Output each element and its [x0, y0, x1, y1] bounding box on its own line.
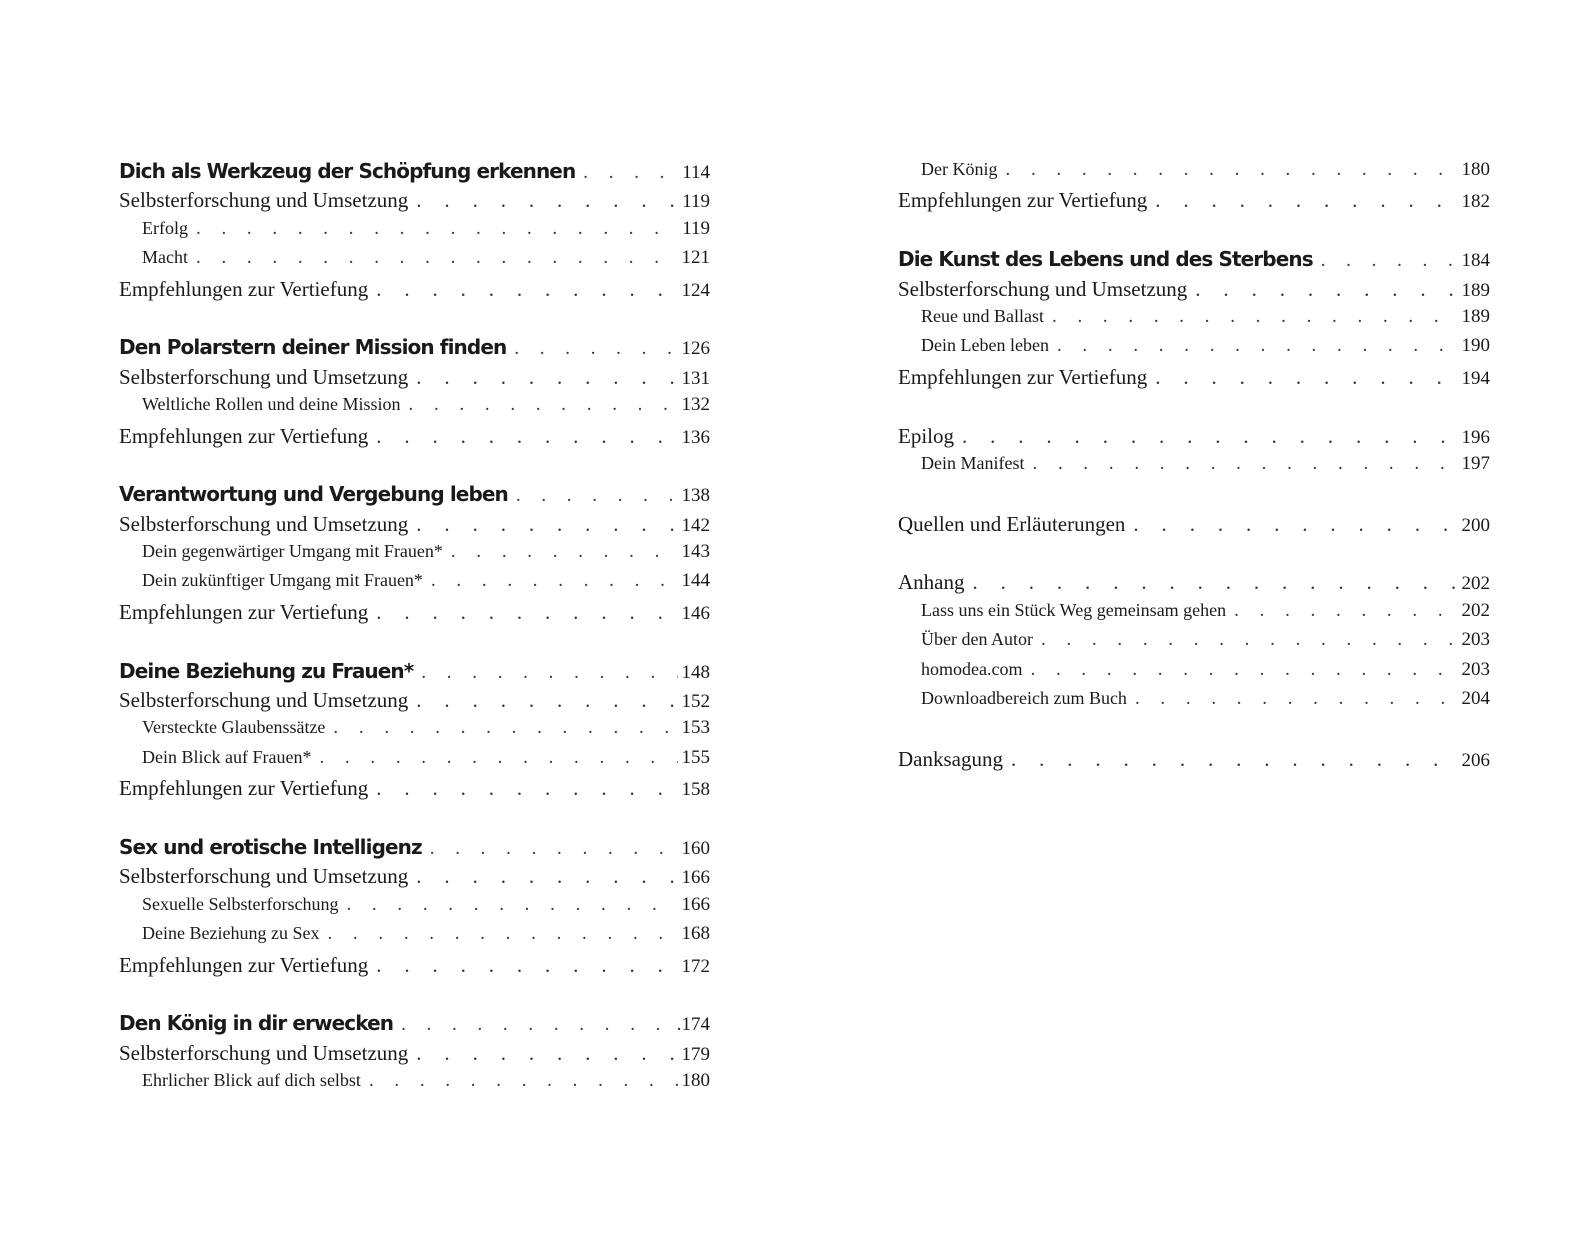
dot-leader	[196, 218, 678, 240]
toc-section-entry[interactable]	[119, 864, 710, 893]
toc-page-number: 166	[681, 893, 710, 915]
toc-entry-title: Empfehlungen zur Vertiefung	[119, 776, 369, 801]
toc-section-entry[interactable]	[898, 512, 1490, 541]
toc-entry-title: Weltliche Rollen und deine Mission	[142, 394, 401, 415]
toc-entry-title: Der König	[921, 159, 998, 179]
toc-subsection-entry[interactable]	[119, 570, 710, 599]
toc-page-number: 194	[1461, 367, 1490, 389]
toc-chapter-entry[interactable]	[119, 1011, 710, 1040]
toc-entry-title: Selbsterforschung und Umsetzung	[119, 688, 409, 713]
toc-subsection-entry[interactable]	[898, 629, 1490, 658]
toc-page-number: 158	[681, 779, 710, 801]
toc-entry-title: Den Polarstern deiner Mission finden	[119, 335, 507, 360]
toc-chapter-entry[interactable]	[898, 247, 1490, 276]
toc-entry-title: Anhang	[898, 570, 965, 595]
dot-leader	[583, 162, 678, 184]
toc-entry-title: Dein Manifest	[921, 452, 1025, 473]
toc-right-column	[898, 159, 1490, 776]
toc-page-number: 203	[1461, 629, 1490, 651]
toc-entry-title: Erfolg	[142, 217, 188, 238]
dot-leader	[1133, 512, 1457, 537]
toc-page-number: 203	[1461, 658, 1490, 680]
toc-entry-title: Dein Leben leben	[921, 335, 1049, 356]
toc-subsection-entry[interactable]	[119, 717, 710, 746]
toc-subsection-entry[interactable]	[119, 394, 710, 423]
group-spacer	[119, 982, 710, 1011]
group-spacer	[119, 306, 710, 335]
toc-left-column	[119, 159, 710, 1100]
dot-leader	[1155, 188, 1457, 213]
toc-entry-title: Verantwortung und Vergebung leben	[119, 482, 508, 507]
toc-section-entry[interactable]	[898, 747, 1490, 776]
toc-entry-title: Dein gegenwärtiger Umgang mit Frauen*	[142, 541, 443, 562]
dot-leader	[319, 747, 677, 769]
toc-section-entry[interactable]	[119, 277, 710, 306]
dot-leader	[416, 512, 677, 537]
toc-chapter-entry[interactable]	[119, 835, 710, 864]
toc-entry-title: Empfehlungen zur Vertiefung	[119, 599, 369, 624]
toc-section-entry[interactable]	[119, 1041, 710, 1070]
toc-page-number: 168	[681, 923, 710, 945]
toc-subsection-entry[interactable]	[119, 541, 710, 570]
toc-subsection-entry[interactable]	[119, 747, 710, 776]
toc-page-number: 148	[681, 661, 710, 683]
toc-page-number: 124	[681, 279, 710, 301]
toc-subsection-entry[interactable]	[898, 600, 1490, 629]
toc-page-number: 152	[681, 691, 710, 713]
toc-subsection-entry[interactable]	[898, 335, 1490, 364]
toc-page-number: 204	[1461, 688, 1490, 710]
dot-leader	[409, 394, 678, 416]
toc-subsection-entry[interactable]	[898, 159, 1490, 188]
toc-entry-title: Sex und erotische Intelligenz	[119, 834, 422, 859]
toc-page-number: 190	[1461, 335, 1490, 357]
toc-page-number: 206	[1461, 749, 1490, 771]
dot-leader	[416, 365, 677, 390]
dot-leader	[1135, 688, 1458, 710]
toc-entry-title: Den König in dir erwecken	[119, 1011, 394, 1036]
dot-leader	[1011, 747, 1458, 772]
group-spacer	[898, 717, 1490, 746]
toc-page-number: 184	[1461, 250, 1490, 272]
toc-entry-title: Empfehlungen zur Vertiefung	[898, 188, 1148, 213]
dot-leader	[416, 864, 677, 889]
toc-page-number: 166	[681, 867, 710, 889]
toc-entry-title: Über den Autor	[921, 629, 1033, 650]
dot-leader	[333, 717, 677, 739]
dot-leader	[1032, 453, 1457, 475]
toc-page-number: 131	[681, 367, 710, 389]
toc-page-number: 189	[1461, 279, 1490, 301]
toc-section-entry[interactable]	[119, 512, 710, 541]
dot-leader	[431, 570, 678, 592]
toc-entry-title: Selbsterforschung und Umsetzung	[119, 1040, 409, 1065]
toc-section-entry[interactable]	[119, 953, 710, 982]
toc-page-number: 153	[681, 717, 710, 739]
toc-entry-title: Empfehlungen zur Vertiefung	[119, 952, 369, 977]
toc-entry-title: Empfehlungen zur Vertiefung	[898, 364, 1148, 389]
toc-section-entry[interactable]	[119, 776, 710, 805]
toc-page-number: 189	[1461, 305, 1490, 327]
group-spacer	[898, 541, 1490, 570]
dot-leader	[196, 247, 678, 269]
toc-entry-title: Die Kunst des Lebens und des Sterbens	[898, 247, 1313, 272]
toc-page-number: 179	[681, 1043, 710, 1065]
dot-leader	[376, 600, 677, 625]
dot-leader	[1234, 600, 1457, 622]
toc-entry-title: Selbsterforschung und Umsetzung	[119, 188, 409, 213]
toc-section-entry[interactable]	[898, 365, 1490, 394]
toc-entry-title: Selbsterforschung und Umsetzung	[119, 364, 409, 389]
toc-entry-title: Dein zukünftiger Umgang mit Frauen*	[142, 570, 423, 591]
toc-section-entry[interactable]	[898, 570, 1490, 599]
toc-entry-title: Lass uns ein Stück Weg gemeinsam gehen	[921, 599, 1227, 620]
toc-entry-title: Ehrlicher Blick auf dich selbst	[142, 1070, 361, 1091]
dot-leader	[416, 688, 677, 713]
dot-leader	[1321, 250, 1458, 272]
toc-chapter-entry[interactable]	[119, 335, 710, 364]
toc-chapter-entry[interactable]	[119, 482, 710, 511]
toc-page-number: 114	[682, 162, 710, 183]
toc-page-number: 121	[681, 247, 710, 269]
dot-leader	[430, 838, 678, 860]
group-spacer	[119, 806, 710, 835]
toc-entry-title: Quellen und Erläuterungen	[898, 511, 1126, 536]
toc-entry-title: Selbsterforschung und Umsetzung	[119, 864, 409, 889]
dot-leader	[1052, 306, 1458, 328]
dot-leader	[376, 277, 677, 302]
toc-page-number: 182	[1461, 191, 1490, 213]
toc-entry-title: Empfehlungen zur Vertiefung	[119, 276, 369, 301]
toc-entry-title: Dein Blick auf Frauen*	[142, 746, 312, 767]
dot-leader	[516, 485, 678, 507]
toc-entry-title: Macht	[142, 247, 188, 268]
dot-leader	[421, 662, 677, 684]
toc-page-number: 143	[681, 541, 710, 563]
dot-leader	[1155, 365, 1457, 390]
toc-page-number: 200	[1461, 514, 1490, 536]
toc-entry-title: Selbsterforschung und Umsetzung	[898, 276, 1188, 301]
toc-page-number: 119	[682, 217, 710, 239]
toc-page-number: 146	[681, 602, 710, 624]
toc-entry-title: Sexuelle Selbsterforschung	[142, 893, 339, 914]
toc-entry-title: Downloadbereich zum Buch	[921, 688, 1127, 709]
group-spacer	[898, 218, 1490, 247]
toc-page-number: 202	[1461, 573, 1490, 595]
dot-leader	[1195, 277, 1457, 302]
toc-subsection-entry[interactable]	[119, 923, 710, 952]
dot-leader	[1005, 159, 1457, 181]
toc-page-number: 119	[682, 191, 710, 213]
toc-section-entry[interactable]	[898, 188, 1490, 217]
toc-page-number: 142	[681, 514, 710, 536]
toc-subsection-entry[interactable]	[119, 247, 710, 276]
dot-leader	[401, 1014, 673, 1036]
dot-leader	[376, 776, 677, 801]
toc-page-number: 202	[1461, 599, 1490, 621]
toc-entry-title: Danksagung	[898, 746, 1003, 771]
dot-leader	[973, 570, 1458, 595]
toc-entry-title: Versteckte Glaubenssätze	[142, 717, 326, 738]
toc-entry-title: Epilog	[898, 423, 954, 448]
toc-section-entry[interactable]	[119, 600, 710, 629]
dot-leader	[1041, 629, 1458, 651]
toc-subsection-entry[interactable]	[119, 218, 710, 247]
toc-chapter-entry[interactable]	[119, 659, 710, 688]
toc-section-entry[interactable]	[119, 365, 710, 394]
toc-subsection-entry[interactable]	[898, 306, 1490, 335]
toc-entry-title: Reue und Ballast	[921, 305, 1044, 326]
toc-entry-title: homodea.com	[921, 658, 1023, 679]
toc-section-entry[interactable]	[119, 188, 710, 217]
dot-leader	[416, 188, 678, 213]
toc-page-number: 138	[681, 485, 710, 507]
toc-page-number: 132	[681, 394, 710, 416]
toc-subsection-entry[interactable]	[119, 894, 710, 923]
toc-section-entry[interactable]	[898, 424, 1490, 453]
dot-leader	[369, 1070, 678, 1092]
toc-entry-title: Deine Beziehung zu Frauen*	[119, 658, 414, 683]
toc-page-number: 155	[681, 746, 710, 768]
toc-section-entry[interactable]	[119, 688, 710, 717]
toc-page-number: 197	[1461, 452, 1490, 474]
toc-page-number: 160	[681, 837, 710, 859]
toc-page-number: 180	[681, 1070, 710, 1092]
toc-subsection-entry[interactable]	[898, 659, 1490, 688]
dot-leader	[962, 424, 1458, 449]
toc-entry-title: Deine Beziehung zu Sex	[142, 923, 320, 944]
group-spacer	[119, 453, 710, 482]
toc-page-number: 180	[1461, 159, 1490, 180]
toc-subsection-entry[interactable]	[898, 453, 1490, 482]
dot-leader	[451, 541, 678, 563]
dot-leader	[514, 338, 677, 360]
toc-subsection-entry[interactable]	[119, 1070, 710, 1099]
dot-leader	[1057, 335, 1458, 357]
group-spacer	[119, 629, 710, 658]
toc-entry-title: Selbsterforschung und Umsetzung	[119, 511, 409, 536]
dot-leader	[416, 1041, 677, 1066]
dot-leader	[376, 953, 677, 978]
group-spacer	[898, 394, 1490, 423]
toc-entry-title: Empfehlungen zur Vertiefung	[119, 423, 369, 448]
toc-page-number: 172	[681, 955, 710, 977]
toc-page-number: 144	[681, 570, 710, 592]
toc-subsection-entry[interactable]	[898, 688, 1490, 717]
dot-leader	[327, 923, 677, 945]
toc-page-number: 196	[1461, 426, 1490, 448]
toc-page-number: 126	[681, 338, 710, 360]
toc-entry-title: Dich als Werkzeug der Schöpfung erkennen	[119, 159, 576, 183]
dot-leader	[376, 424, 677, 449]
toc-chapter-entry[interactable]	[119, 159, 710, 188]
toc-section-entry[interactable]	[898, 277, 1490, 306]
group-spacer	[898, 482, 1490, 511]
dot-leader	[1030, 659, 1457, 681]
dot-leader	[346, 894, 677, 916]
toc-page-number: 136	[681, 426, 710, 448]
toc-page-number: .174	[676, 1014, 710, 1036]
toc-section-entry[interactable]	[119, 424, 710, 453]
